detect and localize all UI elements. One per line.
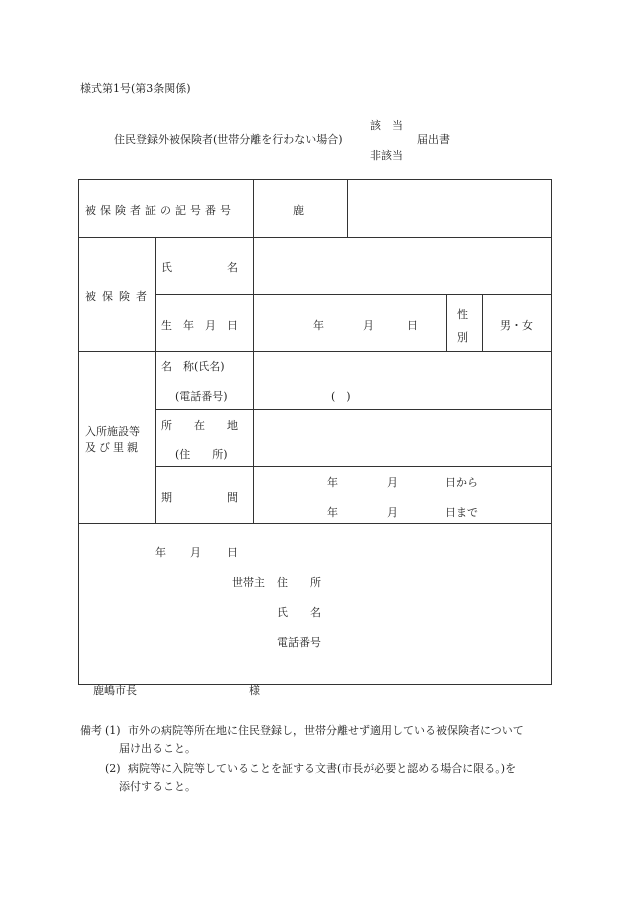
note-2-number: (2)	[105, 762, 121, 775]
period-to-year: 年	[327, 506, 338, 519]
facility-label-line2: 及び里親	[85, 441, 141, 454]
form-title: 住民登録外被保険者(世帯分離を行わない場合)	[114, 133, 343, 146]
addressee: 鹿嶋市長	[93, 684, 137, 697]
insured-label: 被保険者	[85, 290, 153, 303]
note-1-line2: 届け出ること。	[119, 742, 196, 755]
period-to-day: 日まで	[445, 506, 478, 519]
householder-address-label: 住 所	[277, 576, 321, 589]
title-option-applicable[interactable]: 該 当	[370, 119, 403, 132]
card-number-prefix: 鹿	[293, 204, 304, 217]
note-1-number: (1)	[105, 724, 121, 737]
sex-selector[interactable]: 男・女	[500, 319, 533, 332]
householder-phone-label: 電話番号	[277, 636, 321, 649]
householder-label: 世帯主	[232, 576, 265, 589]
insured-name-input[interactable]	[255, 239, 549, 292]
submission-month: 月	[190, 546, 201, 559]
period-from-month: 月	[387, 476, 398, 489]
note-2-line2: 添付すること。	[119, 780, 196, 793]
title-suffix: 届出書	[417, 133, 450, 146]
facility-address-input[interactable]	[255, 411, 549, 464]
note-2-line1: 病院等に入院等していることを証する文書(市長が必要と認める場合に限る。)を	[128, 762, 517, 775]
submission-year: 年	[155, 546, 166, 559]
period-label: 期 間	[161, 491, 238, 504]
sex-label-top: 性	[457, 308, 468, 321]
dob-day: 日	[407, 319, 418, 332]
period-from-year: 年	[327, 476, 338, 489]
sex-label-bottom: 別	[457, 331, 468, 344]
card-number-label: 被保険者証の記号番号	[85, 204, 235, 217]
notes-prefix: 備考	[80, 724, 102, 737]
period-to-month: 月	[387, 506, 398, 519]
addressee-honorific: 様	[249, 684, 260, 697]
facility-address-sub-label: (住 所)	[175, 448, 228, 461]
facility-label-line1: 入所施設等	[85, 425, 140, 438]
period-from-day: 日から	[445, 476, 478, 489]
facility-name-label: 名 称(氏名)	[161, 360, 225, 373]
form-number: 様式第1号(第3条関係)	[80, 82, 191, 95]
dob-year: 年	[313, 319, 324, 332]
note-1-line1: 市外の病院等所在地に住民登録し，世帯分離せず適用している被保険者について	[128, 724, 524, 737]
facility-phone-parens[interactable]: ( )	[331, 390, 351, 403]
dob-month: 月	[363, 319, 374, 332]
facility-phone-label: (電話番号)	[175, 390, 228, 403]
card-number-input[interactable]	[349, 182, 547, 235]
submission-day: 日	[227, 546, 238, 559]
householder-name-label: 氏 名	[277, 606, 321, 619]
title-option-not-applicable[interactable]: 非該当	[370, 149, 403, 162]
facility-address-label: 所 在 地	[161, 419, 238, 432]
name-label: 氏 名	[161, 261, 238, 274]
notification-form-table	[78, 179, 552, 697]
dob-label: 生 年 月 日	[161, 319, 238, 332]
